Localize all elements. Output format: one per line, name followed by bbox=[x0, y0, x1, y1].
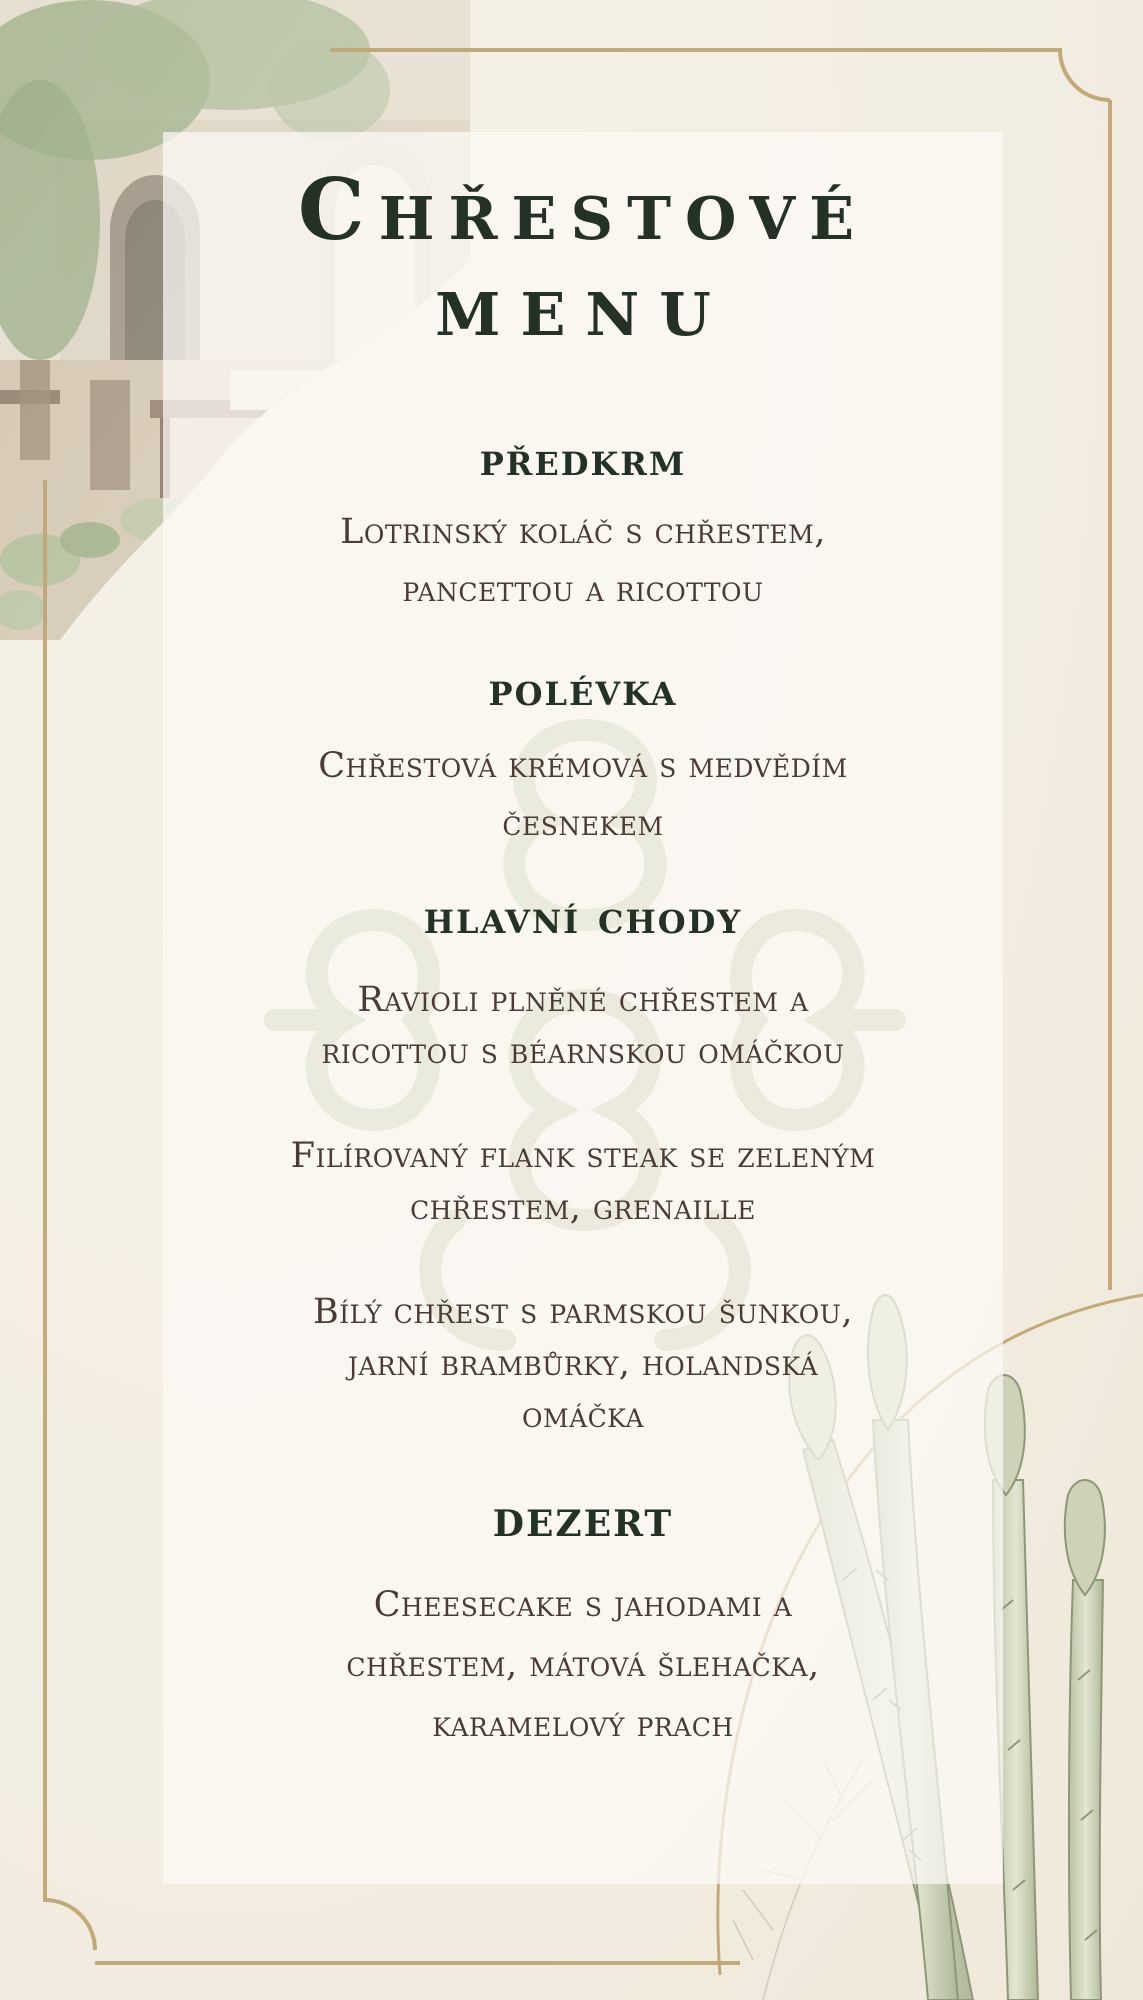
dish-line: Chřestová krémová s medvědím bbox=[318, 746, 848, 786]
menu-item bbox=[163, 506, 1003, 616]
dish-line: Cheesecake s jahodami a bbox=[373, 1585, 793, 1625]
dish-line: chřestem, mátová šlehačka, bbox=[346, 1645, 820, 1685]
dish-line: pancettou a ricottou bbox=[402, 570, 764, 610]
dish-line: karamelový prach bbox=[432, 1705, 734, 1745]
section-heading: polévka bbox=[488, 662, 678, 716]
section-heading: dezert bbox=[492, 1488, 674, 1549]
menu-item bbox=[163, 1130, 1003, 1234]
dish-line: omáčka bbox=[522, 1396, 644, 1436]
dish-line: česnekem bbox=[502, 804, 664, 844]
dish-line: chřestem, grenaille bbox=[410, 1188, 756, 1228]
dish-line: Filírovaný flank steak se zeleným bbox=[290, 1136, 876, 1176]
menu-title bbox=[163, 132, 1003, 354]
section-starter bbox=[163, 432, 1003, 616]
section-mains bbox=[163, 890, 1003, 1442]
menu-item bbox=[163, 974, 1003, 1078]
dish-line: jarní brambůrky, holandská bbox=[347, 1344, 819, 1384]
dish-line: ricottou s béarnskou omáčkou bbox=[321, 1032, 845, 1072]
dish-line: Lotrinský koláč s chřestem, bbox=[340, 512, 826, 552]
menu-item bbox=[163, 1286, 1003, 1442]
dish-line: Ravioli plněné chřestem a bbox=[357, 980, 809, 1020]
section-dessert bbox=[163, 1488, 1003, 1755]
dish-line: Bílý chřest s parmskou šunkou, bbox=[313, 1292, 853, 1332]
menu-title-line2: menu bbox=[435, 256, 731, 355]
section-soup bbox=[163, 662, 1003, 850]
menu-title-line1: Chřestové bbox=[297, 160, 869, 259]
menu-item bbox=[163, 1575, 1003, 1755]
section-heading: předkrm bbox=[479, 432, 687, 486]
menu-content bbox=[163, 132, 1003, 1755]
menu-item bbox=[163, 740, 1003, 850]
section-heading: hlavní chody bbox=[423, 890, 743, 944]
